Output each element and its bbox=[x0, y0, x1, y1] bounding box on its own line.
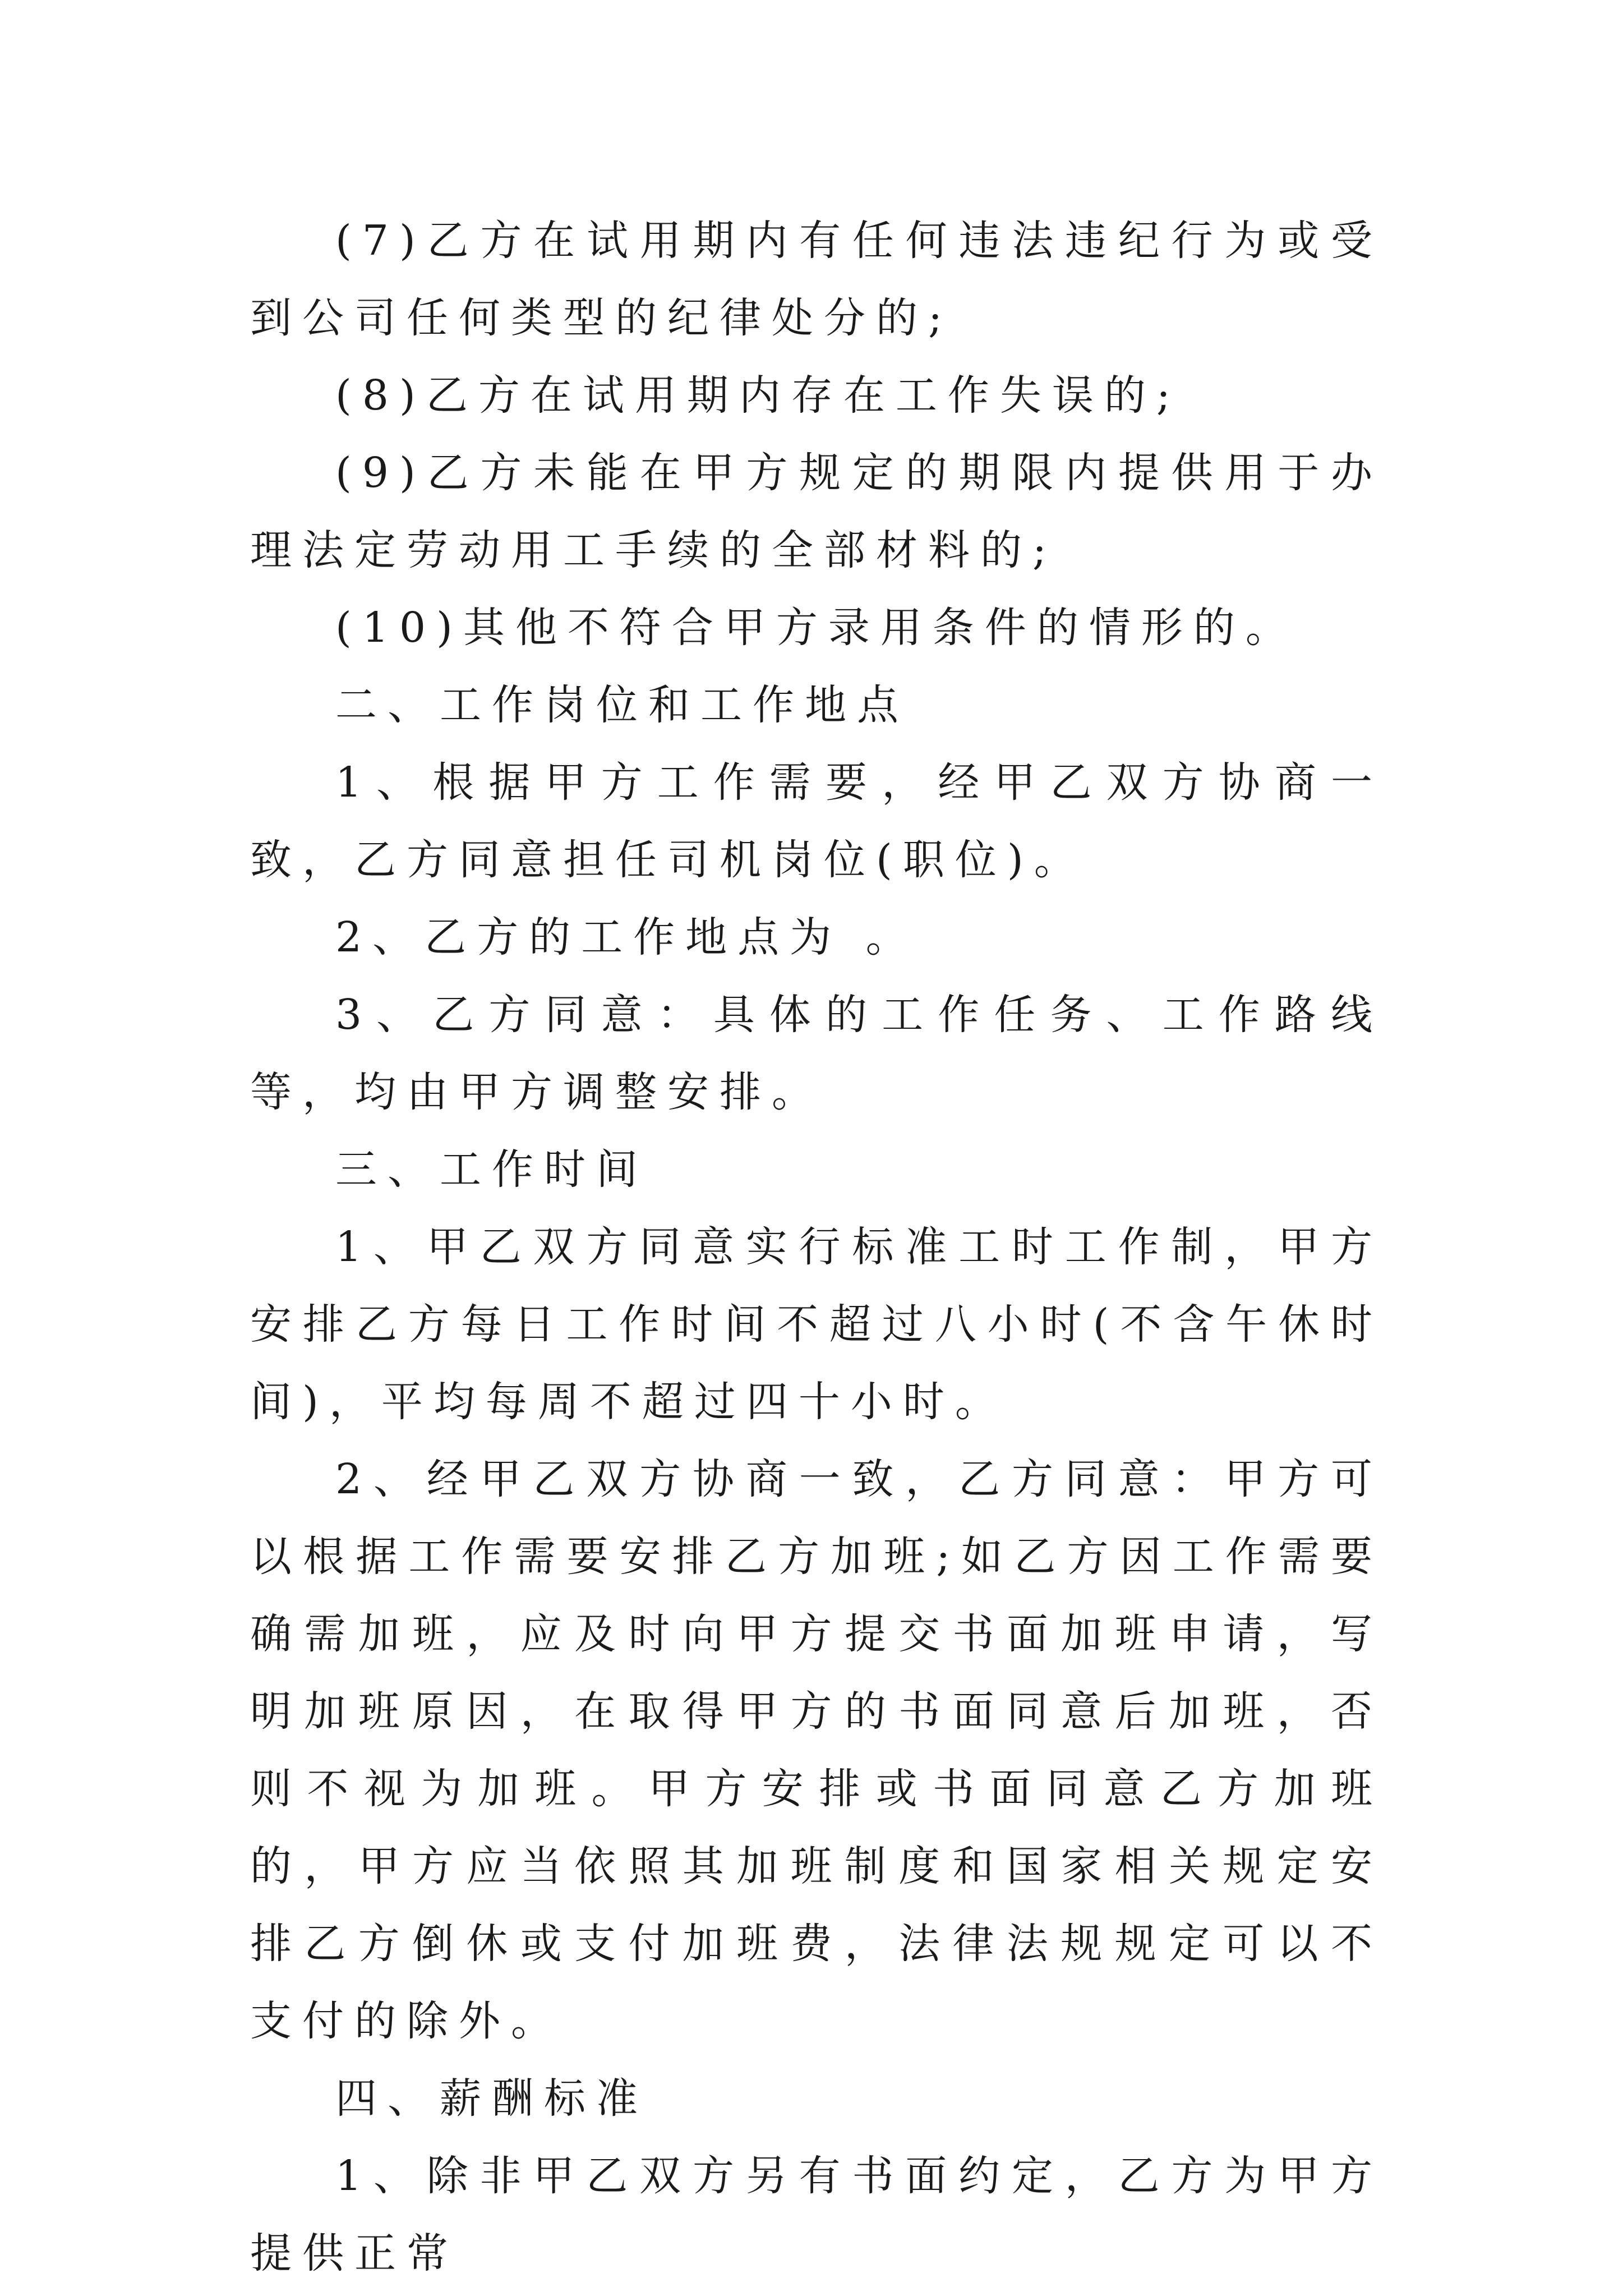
clause-8-paragraph: (8)乙方在试用期内存在工作失误的; bbox=[335, 371, 1181, 420]
section-3-item-2: 2、经甲乙双方协商一致，乙方同意：甲方可以根据工作需要安排乙方加班;如乙方因工作需要确需加班，应及时向甲方提交书面加班申请，写明加班原因，在取得甲方的书面同意后加班，否则不视为加班。甲方安排或书面同意乙方加班的，甲方应当依照其加班制度和国家相关规定安排乙方倒休或支付加班费，法律法规规定可以不支付的除外。 bbox=[250, 1455, 1383, 2045]
clause-10-paragraph: (10)其他不符合甲方录用条件的情形的。 bbox=[335, 604, 1298, 652]
section-heading-3: 三、工作时间 bbox=[335, 1145, 648, 1194]
section-2-item-3: 3、乙方同意：具体的工作任务、工作路线等，均由甲方调整安排。 bbox=[250, 991, 1383, 1116]
section-2-item-2: 2、乙方的工作地点为 。 bbox=[335, 913, 918, 961]
section-heading-2: 二、工作岗位和工作地点 bbox=[335, 681, 909, 729]
document-page bbox=[250, 202, 1383, 2292]
clause-7-paragraph: (7)乙方在试用期内有任何违法违纪行为或受到公司任何类型的纪律处分的; bbox=[250, 217, 1383, 342]
clause-9-paragraph: (9)乙方未能在甲方规定的期限内提供用于办理法定劳动用工手续的全部材料的; bbox=[250, 449, 1383, 574]
section-heading-4: 四、薪酬标准 bbox=[335, 2074, 648, 2123]
section-4-item-1: 1、除非甲乙双方另有书面约定，乙方为甲方提供正常 bbox=[250, 2152, 1383, 2277]
section-2-item-1: 1、根据甲方工作需要，经甲乙双方协商一致，乙方同意担任司机岗位(职位)。 bbox=[250, 758, 1383, 884]
section-3-item-1: 1、甲乙双方同意实行标准工时工作制，甲方安排乙方每日工作时间不超过八小时(不含午休时间)，平均每周不超过四十小时。 bbox=[250, 1223, 1383, 1426]
